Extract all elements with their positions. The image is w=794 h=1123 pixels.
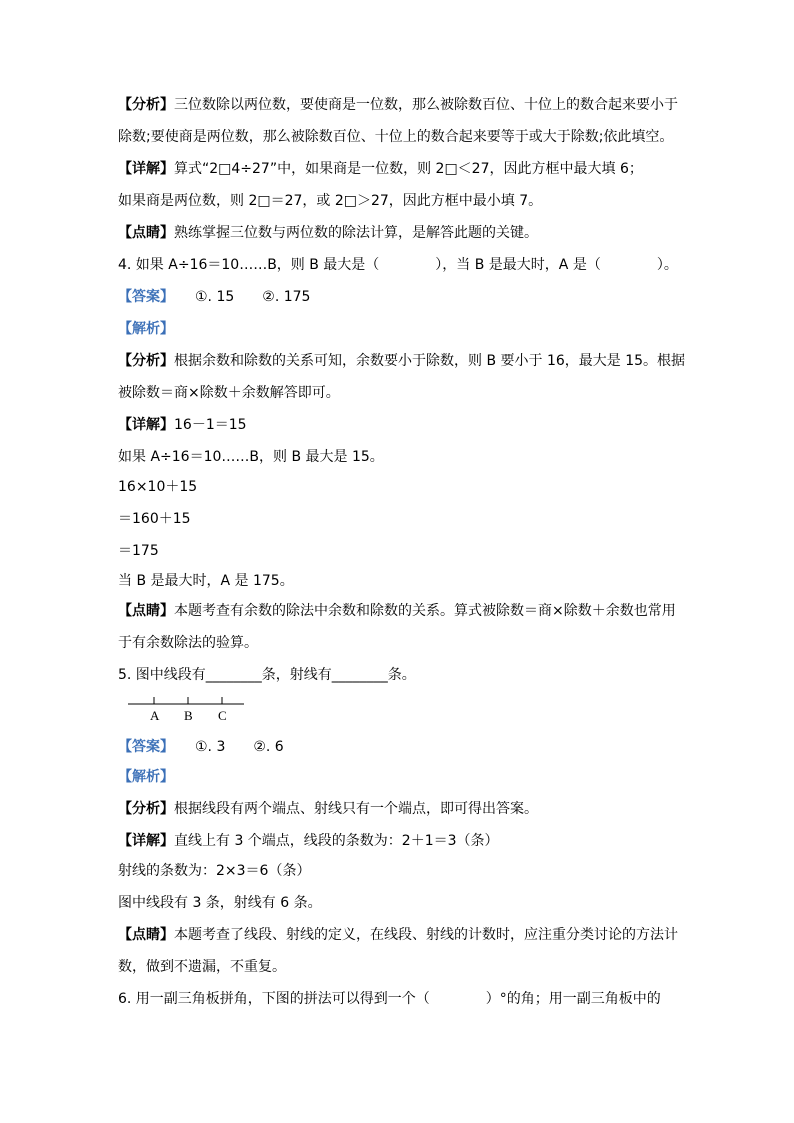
line-text: ＝160＋15 [118, 511, 191, 527]
text-line [118, 478, 197, 496]
line-text: ①. 15 ②. 175 [167, 289, 311, 305]
line-text: 本题考查有余数的除法中余数和除数的关系。算式被除数＝商×除数＋余数也常用 [174, 603, 676, 619]
text-line [118, 384, 340, 402]
analysis-heading [118, 768, 174, 786]
text-line [118, 800, 538, 818]
line-text: 当 B 是最大时，A 是 175。 [118, 573, 294, 589]
line-text: 图中线段有 3 条，射线有 6 条。 [118, 895, 322, 911]
line-text: 根据线段有两个端点、射线只有一个端点，即可得出答案。 [174, 801, 538, 817]
text-line [118, 96, 678, 114]
line-text: 5. 图中线段有________条，射线有________条。 [118, 667, 416, 683]
text-line [118, 352, 685, 370]
line-text: 除数;要使商是两位数，那么被除数百位、十位上的数合起来要等于或大于除数;依此填空。 [118, 129, 674, 145]
answer-tag: 【答案】 [118, 739, 167, 755]
text-line [118, 602, 676, 620]
line-text: 于有余数除法的验算。 [118, 635, 258, 651]
answer-line [118, 738, 284, 756]
line-text: 16×10＋15 [118, 479, 198, 495]
line-text: 根据余数和除数的关系可知，余数要小于除数，则 B 要小于 16，最大是 15。根据 [174, 353, 686, 369]
text-line [118, 894, 322, 912]
line-segment-figure [126, 694, 246, 724]
question-4 [118, 256, 678, 274]
line-text: 16－1＝15 [174, 417, 247, 433]
point-label-c: C [218, 708, 227, 723]
line-text: 算式“2□4÷27”中，如果商是一位数，则 2□＜27，因此方框中最大填 6； [174, 161, 643, 177]
analysis-tag: 【解析】 [118, 769, 174, 785]
line-text: 熟练掌握三位数与两位数的除法计算，是解答此题的关键。 [174, 225, 538, 241]
line-text: 如果商是两位数，则 2□＝27，或 2□＞27，因此方框中最小填 7。 [118, 193, 543, 209]
section-tag: 【分析】 [118, 97, 174, 113]
text-line [118, 128, 673, 146]
line-text: 三位数除以两位数，要使商是一位数，那么被除数百位、十位上的数合起来要小于 [174, 97, 678, 113]
section-tag: 【详解】 [118, 833, 174, 849]
line-text: ①. 3 ②. 6 [167, 739, 284, 755]
text-line [118, 832, 499, 850]
text-line [118, 572, 294, 590]
text-line [118, 192, 542, 210]
text-line [118, 224, 538, 242]
line-text: 本题考查了线段、射线的定义，在线段、射线的计数时，应注重分类讨论的方法计 [174, 927, 678, 943]
point-label-b: B [184, 708, 193, 723]
line-text: 直线上有 3 个端点，线段的条数为：2＋1＝3（条） [174, 833, 499, 849]
question-6 [118, 990, 661, 1008]
line-text: 数，做到不遗漏，不重复。 [118, 959, 286, 975]
line-text: 射线的条数为：2×3＝6（条） [118, 863, 311, 879]
text-line [118, 926, 678, 944]
analysis-heading [118, 320, 174, 338]
text-line [118, 160, 643, 178]
question-5 [118, 666, 416, 684]
line-text: 如果 A÷16＝10……B，则 B 最大是 15。 [118, 449, 384, 465]
line-text: ＝175 [118, 543, 159, 559]
section-tag: 【详解】 [118, 161, 174, 177]
line-text: 被除数＝商×除数＋余数解答即可。 [118, 385, 340, 401]
text-line [118, 416, 247, 434]
line-text: 4. 如果 A÷16＝10……B，则 B 最大是（ ），当 B 是最大时，A 是（ ）。 [118, 257, 678, 273]
section-tag: 【分析】 [118, 353, 174, 369]
text-line [118, 862, 310, 880]
answer-tag: 【答案】 [118, 289, 167, 305]
text-line [118, 958, 286, 976]
text-line [118, 510, 191, 528]
section-tag: 【分析】 [118, 801, 174, 817]
answer-line [118, 288, 310, 306]
section-tag: 【详解】 [118, 417, 174, 433]
line-text: 6. 用一副三角板拼角，下图的拼法可以得到一个（ ）°的角；用一副三角板中的 [118, 991, 661, 1007]
text-line [118, 634, 258, 652]
analysis-tag: 【解析】 [118, 321, 174, 337]
section-tag: 【点睛】 [118, 603, 174, 619]
section-tag: 【点睛】 [118, 927, 174, 943]
section-tag: 【点睛】 [118, 225, 174, 241]
text-line [118, 542, 159, 560]
point-label-a: A [150, 708, 160, 723]
text-line [118, 448, 384, 466]
